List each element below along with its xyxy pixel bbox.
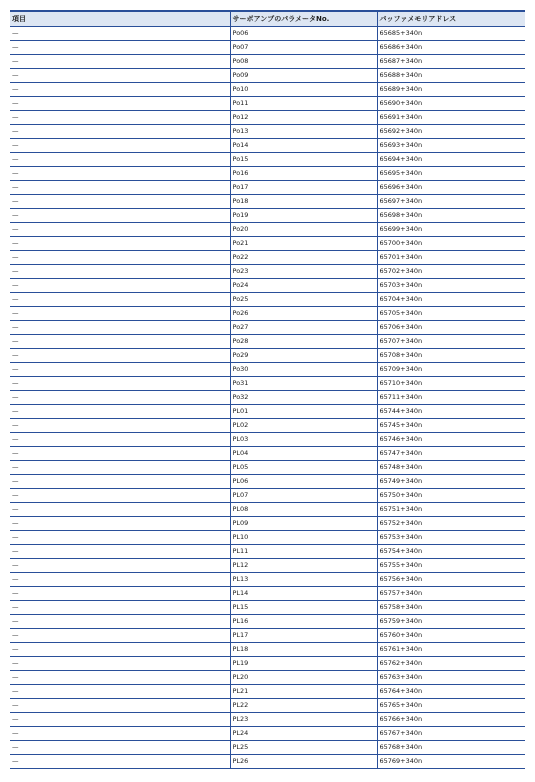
cell-buffer-address: 65707+340n [377,335,525,349]
table-row [10,573,525,587]
cell-item: — [10,545,230,559]
table-row [10,125,525,139]
cell-buffer-address: 65695+340n [377,167,525,181]
cell-item: — [10,601,230,615]
cell-buffer-address: 65698+340n [377,209,525,223]
cell-buffer-address: 65767+340n [377,727,525,741]
cell-parameter-no: Po28 [230,335,377,349]
header-item: 項目 [10,11,230,27]
table-header-row [10,11,525,27]
cell-item: — [10,419,230,433]
cell-parameter-no: PL04 [230,447,377,461]
cell-buffer-address: 65755+340n [377,559,525,573]
table-row [10,517,525,531]
cell-item: — [10,489,230,503]
cell-buffer-address: 65689+340n [377,83,525,97]
cell-item: — [10,517,230,531]
cell-parameter-no: Po30 [230,363,377,377]
cell-parameter-no: PL09 [230,517,377,531]
table-row [10,587,525,601]
table-row [10,153,525,167]
cell-buffer-address: 65747+340n [377,447,525,461]
cell-buffer-address: 65744+340n [377,405,525,419]
cell-parameter-no: Po14 [230,139,377,153]
cell-buffer-address: 65688+340n [377,69,525,83]
table-row [10,69,525,83]
cell-parameter-no: Po21 [230,237,377,251]
table-row [10,405,525,419]
cell-parameter-no: Po25 [230,293,377,307]
cell-buffer-address: 65708+340n [377,349,525,363]
cell-item: — [10,685,230,699]
cell-buffer-address: 65711+340n [377,391,525,405]
cell-item: — [10,503,230,517]
table-row [10,461,525,475]
cell-item: — [10,629,230,643]
cell-parameter-no: Po32 [230,391,377,405]
cell-buffer-address: 65766+340n [377,713,525,727]
cell-buffer-address: 65764+340n [377,685,525,699]
cell-buffer-address: 65705+340n [377,307,525,321]
cell-parameter-no: PL23 [230,713,377,727]
table-row [10,559,525,573]
cell-item: — [10,97,230,111]
cell-item: — [10,153,230,167]
table-row [10,279,525,293]
cell-parameter-no: PL24 [230,727,377,741]
cell-buffer-address: 65765+340n [377,699,525,713]
cell-parameter-no: Po31 [230,377,377,391]
cell-item: — [10,251,230,265]
cell-item: — [10,111,230,125]
table-row [10,27,525,41]
cell-parameter-no: Po17 [230,181,377,195]
cell-parameter-no: PL18 [230,643,377,657]
table-row [10,251,525,265]
cell-parameter-no: Po13 [230,125,377,139]
cell-parameter-no: PL02 [230,419,377,433]
cell-item: — [10,559,230,573]
cell-item: — [10,447,230,461]
cell-buffer-address: 65690+340n [377,97,525,111]
cell-parameter-no: Po10 [230,83,377,97]
cell-item: — [10,293,230,307]
table-row [10,377,525,391]
table-row [10,475,525,489]
cell-buffer-address: 65694+340n [377,153,525,167]
table-row [10,181,525,195]
cell-item: — [10,69,230,83]
cell-parameter-no: Po11 [230,97,377,111]
cell-buffer-address: 65686+340n [377,41,525,55]
cell-parameter-no: PL13 [230,573,377,587]
cell-item: — [10,363,230,377]
cell-buffer-address: 65700+340n [377,237,525,251]
table-row [10,391,525,405]
table-row [10,265,525,279]
cell-buffer-address: 65685+340n [377,27,525,41]
table-row [10,657,525,671]
table-row [10,419,525,433]
cell-buffer-address: 65697+340n [377,195,525,209]
cell-parameter-no: PL25 [230,741,377,755]
cell-parameter-no: Po26 [230,307,377,321]
cell-item: — [10,27,230,41]
cell-item: — [10,321,230,335]
cell-buffer-address: 65745+340n [377,419,525,433]
cell-parameter-no: Po08 [230,55,377,69]
cell-item: — [10,349,230,363]
table-row [10,713,525,727]
parameter-address-table [10,10,525,769]
cell-buffer-address: 65768+340n [377,741,525,755]
cell-buffer-address: 65751+340n [377,503,525,517]
cell-buffer-address: 65761+340n [377,643,525,657]
table-row [10,699,525,713]
cell-buffer-address: 65699+340n [377,223,525,237]
cell-buffer-address: 65748+340n [377,461,525,475]
cell-item: — [10,237,230,251]
header-buffer-address: バッファメモリアドレス [377,11,525,27]
cell-buffer-address: 65753+340n [377,531,525,545]
cell-item: — [10,405,230,419]
cell-item: — [10,699,230,713]
cell-parameter-no: PL11 [230,545,377,559]
table-row [10,111,525,125]
cell-parameter-no: Po27 [230,321,377,335]
cell-item: — [10,377,230,391]
cell-buffer-address: 65769+340n [377,755,525,769]
cell-item: — [10,391,230,405]
table-row [10,363,525,377]
cell-parameter-no: PL26 [230,755,377,769]
cell-parameter-no: PL12 [230,559,377,573]
cell-parameter-no: PL15 [230,601,377,615]
cell-parameter-no: PL10 [230,531,377,545]
cell-parameter-no: PL07 [230,489,377,503]
cell-buffer-address: 65692+340n [377,125,525,139]
cell-item: — [10,181,230,195]
cell-parameter-no: PL20 [230,671,377,685]
cell-buffer-address: 65693+340n [377,139,525,153]
table-row [10,237,525,251]
cell-item: — [10,307,230,321]
cell-item: — [10,671,230,685]
cell-buffer-address: 65696+340n [377,181,525,195]
table-row [10,321,525,335]
table-row [10,41,525,55]
table-row [10,349,525,363]
cell-parameter-no: Po18 [230,195,377,209]
table-row [10,503,525,517]
cell-buffer-address: 65757+340n [377,587,525,601]
table-row [10,671,525,685]
cell-buffer-address: 65709+340n [377,363,525,377]
table-row [10,489,525,503]
cell-item: — [10,531,230,545]
cell-item: — [10,741,230,755]
cell-parameter-no: PL08 [230,503,377,517]
cell-buffer-address: 65701+340n [377,251,525,265]
cell-item: — [10,657,230,671]
cell-buffer-address: 65750+340n [377,489,525,503]
cell-item: — [10,433,230,447]
table-row [10,335,525,349]
table-row [10,139,525,153]
table-row [10,629,525,643]
cell-parameter-no: Po22 [230,251,377,265]
cell-parameter-no: PL01 [230,405,377,419]
cell-buffer-address: 65706+340n [377,321,525,335]
table-row [10,167,525,181]
cell-parameter-no: PL21 [230,685,377,699]
cell-parameter-no: Po23 [230,265,377,279]
table-row [10,727,525,741]
table-body [10,27,525,769]
cell-item: — [10,755,230,769]
table-row [10,433,525,447]
cell-parameter-no: Po15 [230,153,377,167]
cell-buffer-address: 65752+340n [377,517,525,531]
cell-parameter-no: PL06 [230,475,377,489]
cell-item: — [10,125,230,139]
cell-item: — [10,615,230,629]
table-row [10,643,525,657]
cell-parameter-no: Po12 [230,111,377,125]
cell-parameter-no: Po06 [230,27,377,41]
cell-item: — [10,461,230,475]
table-row [10,293,525,307]
table-row [10,209,525,223]
cell-item: — [10,279,230,293]
cell-item: — [10,223,230,237]
cell-item: — [10,41,230,55]
cell-item: — [10,335,230,349]
cell-parameter-no: PL22 [230,699,377,713]
cell-parameter-no: PL14 [230,587,377,601]
cell-parameter-no: PL19 [230,657,377,671]
cell-parameter-no: PL03 [230,433,377,447]
cell-buffer-address: 65749+340n [377,475,525,489]
cell-buffer-address: 65710+340n [377,377,525,391]
cell-item: — [10,265,230,279]
table-row [10,83,525,97]
cell-parameter-no: Po16 [230,167,377,181]
table-row [10,307,525,321]
table-row [10,531,525,545]
cell-buffer-address: 65763+340n [377,671,525,685]
cell-parameter-no: Po20 [230,223,377,237]
cell-buffer-address: 65762+340n [377,657,525,671]
cell-item: — [10,573,230,587]
cell-parameter-no: Po09 [230,69,377,83]
cell-buffer-address: 65702+340n [377,265,525,279]
cell-item: — [10,475,230,489]
table-row [10,55,525,69]
table-row [10,195,525,209]
table-row [10,223,525,237]
cell-parameter-no: PL16 [230,615,377,629]
cell-item: — [10,643,230,657]
cell-item: — [10,587,230,601]
cell-buffer-address: 65760+340n [377,629,525,643]
cell-item: — [10,209,230,223]
cell-buffer-address: 65704+340n [377,293,525,307]
table-row [10,545,525,559]
cell-parameter-no: Po19 [230,209,377,223]
cell-parameter-no: PL05 [230,461,377,475]
table-row [10,741,525,755]
cell-buffer-address: 65759+340n [377,615,525,629]
table-row [10,615,525,629]
cell-buffer-address: 65703+340n [377,279,525,293]
cell-buffer-address: 65687+340n [377,55,525,69]
cell-parameter-no: Po24 [230,279,377,293]
table-row [10,755,525,769]
cell-item: — [10,83,230,97]
cell-item: — [10,727,230,741]
table-row [10,601,525,615]
cell-item: — [10,713,230,727]
cell-buffer-address: 65756+340n [377,573,525,587]
cell-buffer-address: 65754+340n [377,545,525,559]
table-row [10,97,525,111]
cell-buffer-address: 65758+340n [377,601,525,615]
cell-item: — [10,55,230,69]
cell-item: — [10,167,230,181]
cell-buffer-address: 65746+340n [377,433,525,447]
cell-parameter-no: Po29 [230,349,377,363]
header-parameter-no: サーボアンプのパラメータNo. [230,11,377,27]
cell-buffer-address: 65691+340n [377,111,525,125]
cell-item: — [10,139,230,153]
table-row [10,685,525,699]
cell-parameter-no: PL17 [230,629,377,643]
cell-item: — [10,195,230,209]
cell-parameter-no: Po07 [230,41,377,55]
table-row [10,447,525,461]
